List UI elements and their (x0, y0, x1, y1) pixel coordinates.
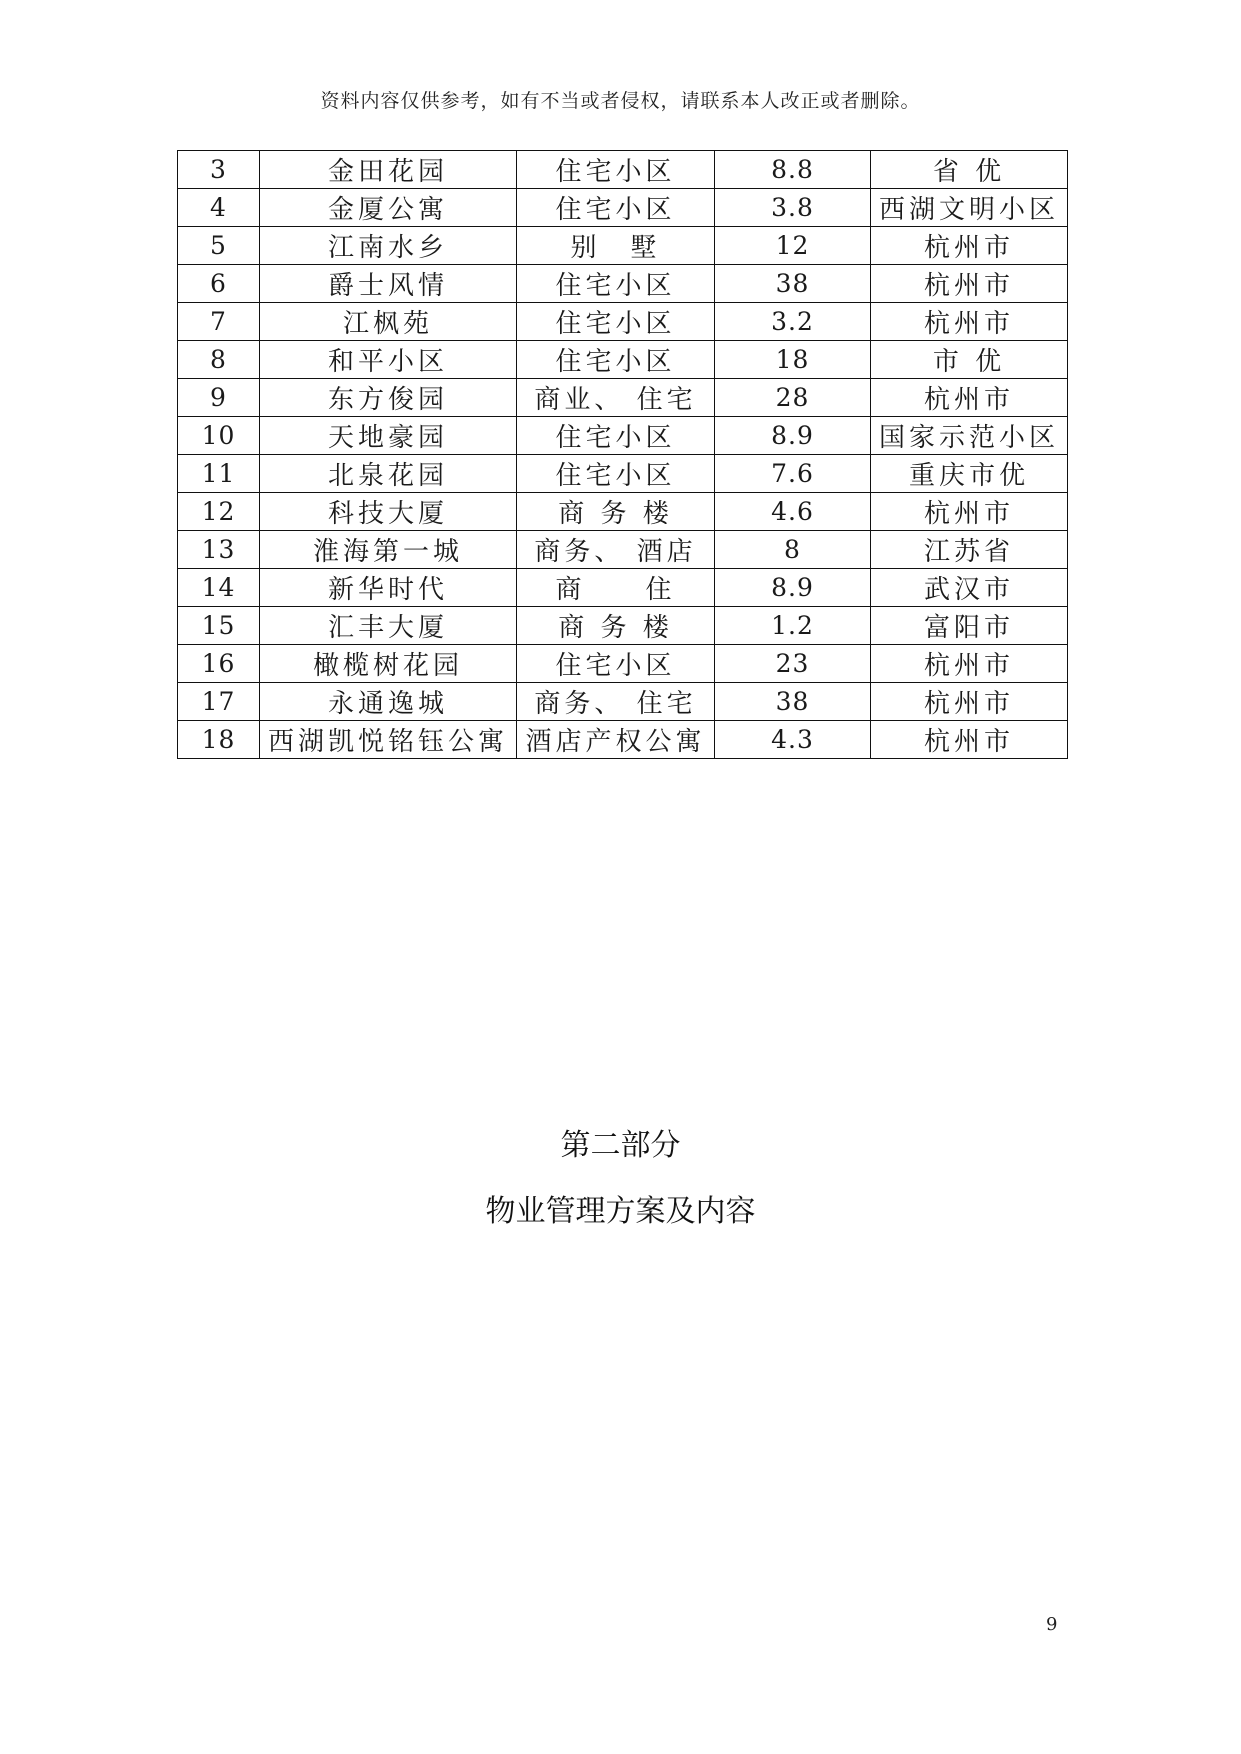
row-index-cell: 15 (178, 607, 260, 645)
award-cell: 重庆市优 (871, 455, 1068, 493)
table-row (178, 303, 1068, 341)
disclaimer-header: 资料内容仅供参考，如有不当或者侵权，请联系本人改正或者删除。 (320, 90, 921, 112)
project-name-cell: 东方俊园 (260, 379, 517, 417)
award-cell: 富阳市 (871, 607, 1068, 645)
property-type-cell: 别 墅 (517, 227, 715, 265)
award-cell: 杭州市 (871, 303, 1068, 341)
area-cell: 23 (715, 645, 871, 683)
table-row (178, 379, 1068, 417)
award-cell: 杭州市 (871, 645, 1068, 683)
project-name-cell: 橄榄树花园 (260, 645, 517, 683)
property-type-cell: 商 住 (517, 569, 715, 607)
table-row (178, 417, 1068, 455)
award-cell: 杭州市 (871, 379, 1068, 417)
row-index-cell: 8 (178, 341, 260, 379)
area-cell: 7.6 (715, 455, 871, 493)
table-row (178, 607, 1068, 645)
property-type-cell: 住宅小区 (517, 455, 715, 493)
row-index-cell: 9 (178, 379, 260, 417)
area-cell: 38 (715, 683, 871, 721)
part-title: 第二部分 (560, 1128, 681, 1163)
table-row (178, 341, 1068, 379)
project-name-cell: 江枫苑 (260, 303, 517, 341)
award-cell: 国家示范小区 (871, 417, 1068, 455)
row-index-cell: 4 (178, 189, 260, 227)
area-cell: 3.8 (715, 189, 871, 227)
project-name-cell: 汇丰大厦 (260, 607, 517, 645)
row-index-cell: 18 (178, 721, 260, 759)
project-name-cell: 西湖凯悦铭钰公寓 (260, 721, 517, 759)
row-index-cell: 12 (178, 493, 260, 531)
project-name-cell: 金田花园 (260, 151, 517, 189)
table-row (178, 645, 1068, 683)
row-index-cell: 10 (178, 417, 260, 455)
table-row (178, 683, 1068, 721)
row-index-cell: 16 (178, 645, 260, 683)
property-type-cell: 住宅小区 (517, 341, 715, 379)
row-index-cell: 7 (178, 303, 260, 341)
project-name-cell: 北泉花园 (260, 455, 517, 493)
property-type-cell: 商务、 酒店 (517, 531, 715, 569)
table-row (178, 531, 1068, 569)
project-name-cell: 和平小区 (260, 341, 517, 379)
project-name-cell: 江南水乡 (260, 227, 517, 265)
projects-table-body (178, 151, 1068, 759)
row-index-cell: 14 (178, 569, 260, 607)
row-index-cell: 17 (178, 683, 260, 721)
award-cell: 省 优 (871, 151, 1068, 189)
project-name-cell: 科技大厦 (260, 493, 517, 531)
award-cell: 杭州市 (871, 265, 1068, 303)
part-subtitle: 物业管理方案及内容 (485, 1194, 756, 1229)
project-name-cell: 爵士风情 (260, 265, 517, 303)
award-cell: 江苏省 (871, 531, 1068, 569)
property-type-cell: 酒店产权公寓 (517, 721, 715, 759)
award-cell: 西湖文明小区 (871, 189, 1068, 227)
area-cell: 8 (715, 531, 871, 569)
area-cell: 28 (715, 379, 871, 417)
area-cell: 3.2 (715, 303, 871, 341)
property-type-cell: 商务、 住宅 (517, 683, 715, 721)
area-cell: 8.9 (715, 417, 871, 455)
award-cell: 武汉市 (871, 569, 1068, 607)
table-row (178, 227, 1068, 265)
area-cell: 38 (715, 265, 871, 303)
row-index-cell: 3 (178, 151, 260, 189)
area-cell: 8.9 (715, 569, 871, 607)
table-row (178, 265, 1068, 303)
row-index-cell: 6 (178, 265, 260, 303)
area-cell: 12 (715, 227, 871, 265)
property-type-cell: 住宅小区 (517, 645, 715, 683)
area-cell: 8.8 (715, 151, 871, 189)
award-cell: 杭州市 (871, 227, 1068, 265)
property-type-cell: 商业、 住宅 (517, 379, 715, 417)
property-type-cell: 住宅小区 (517, 417, 715, 455)
project-name-cell: 天地豪园 (260, 417, 517, 455)
property-type-cell: 商 务 楼 (517, 493, 715, 531)
row-index-cell: 5 (178, 227, 260, 265)
property-type-cell: 住宅小区 (517, 151, 715, 189)
property-type-cell: 住宅小区 (517, 265, 715, 303)
area-cell: 1.2 (715, 607, 871, 645)
project-name-cell: 金厦公寓 (260, 189, 517, 227)
property-type-cell: 住宅小区 (517, 303, 715, 341)
award-cell: 市 优 (871, 341, 1068, 379)
area-cell: 4.3 (715, 721, 871, 759)
table-row (178, 569, 1068, 607)
row-index-cell: 13 (178, 531, 260, 569)
table-row (178, 721, 1068, 759)
table-row (178, 189, 1068, 227)
project-name-cell: 新华时代 (260, 569, 517, 607)
property-type-cell: 住宅小区 (517, 189, 715, 227)
table-row (178, 455, 1068, 493)
property-type-cell: 商 务 楼 (517, 607, 715, 645)
projects-table (177, 150, 1068, 759)
award-cell: 杭州市 (871, 493, 1068, 531)
area-cell: 4.6 (715, 493, 871, 531)
award-cell: 杭州市 (871, 683, 1068, 721)
table-row (178, 493, 1068, 531)
row-index-cell: 11 (178, 455, 260, 493)
project-name-cell: 永通逸城 (260, 683, 517, 721)
project-name-cell: 淮海第一城 (260, 531, 517, 569)
table-row (178, 151, 1068, 189)
page-number: 9 (1046, 1614, 1058, 1635)
area-cell: 18 (715, 341, 871, 379)
award-cell: 杭州市 (871, 721, 1068, 759)
